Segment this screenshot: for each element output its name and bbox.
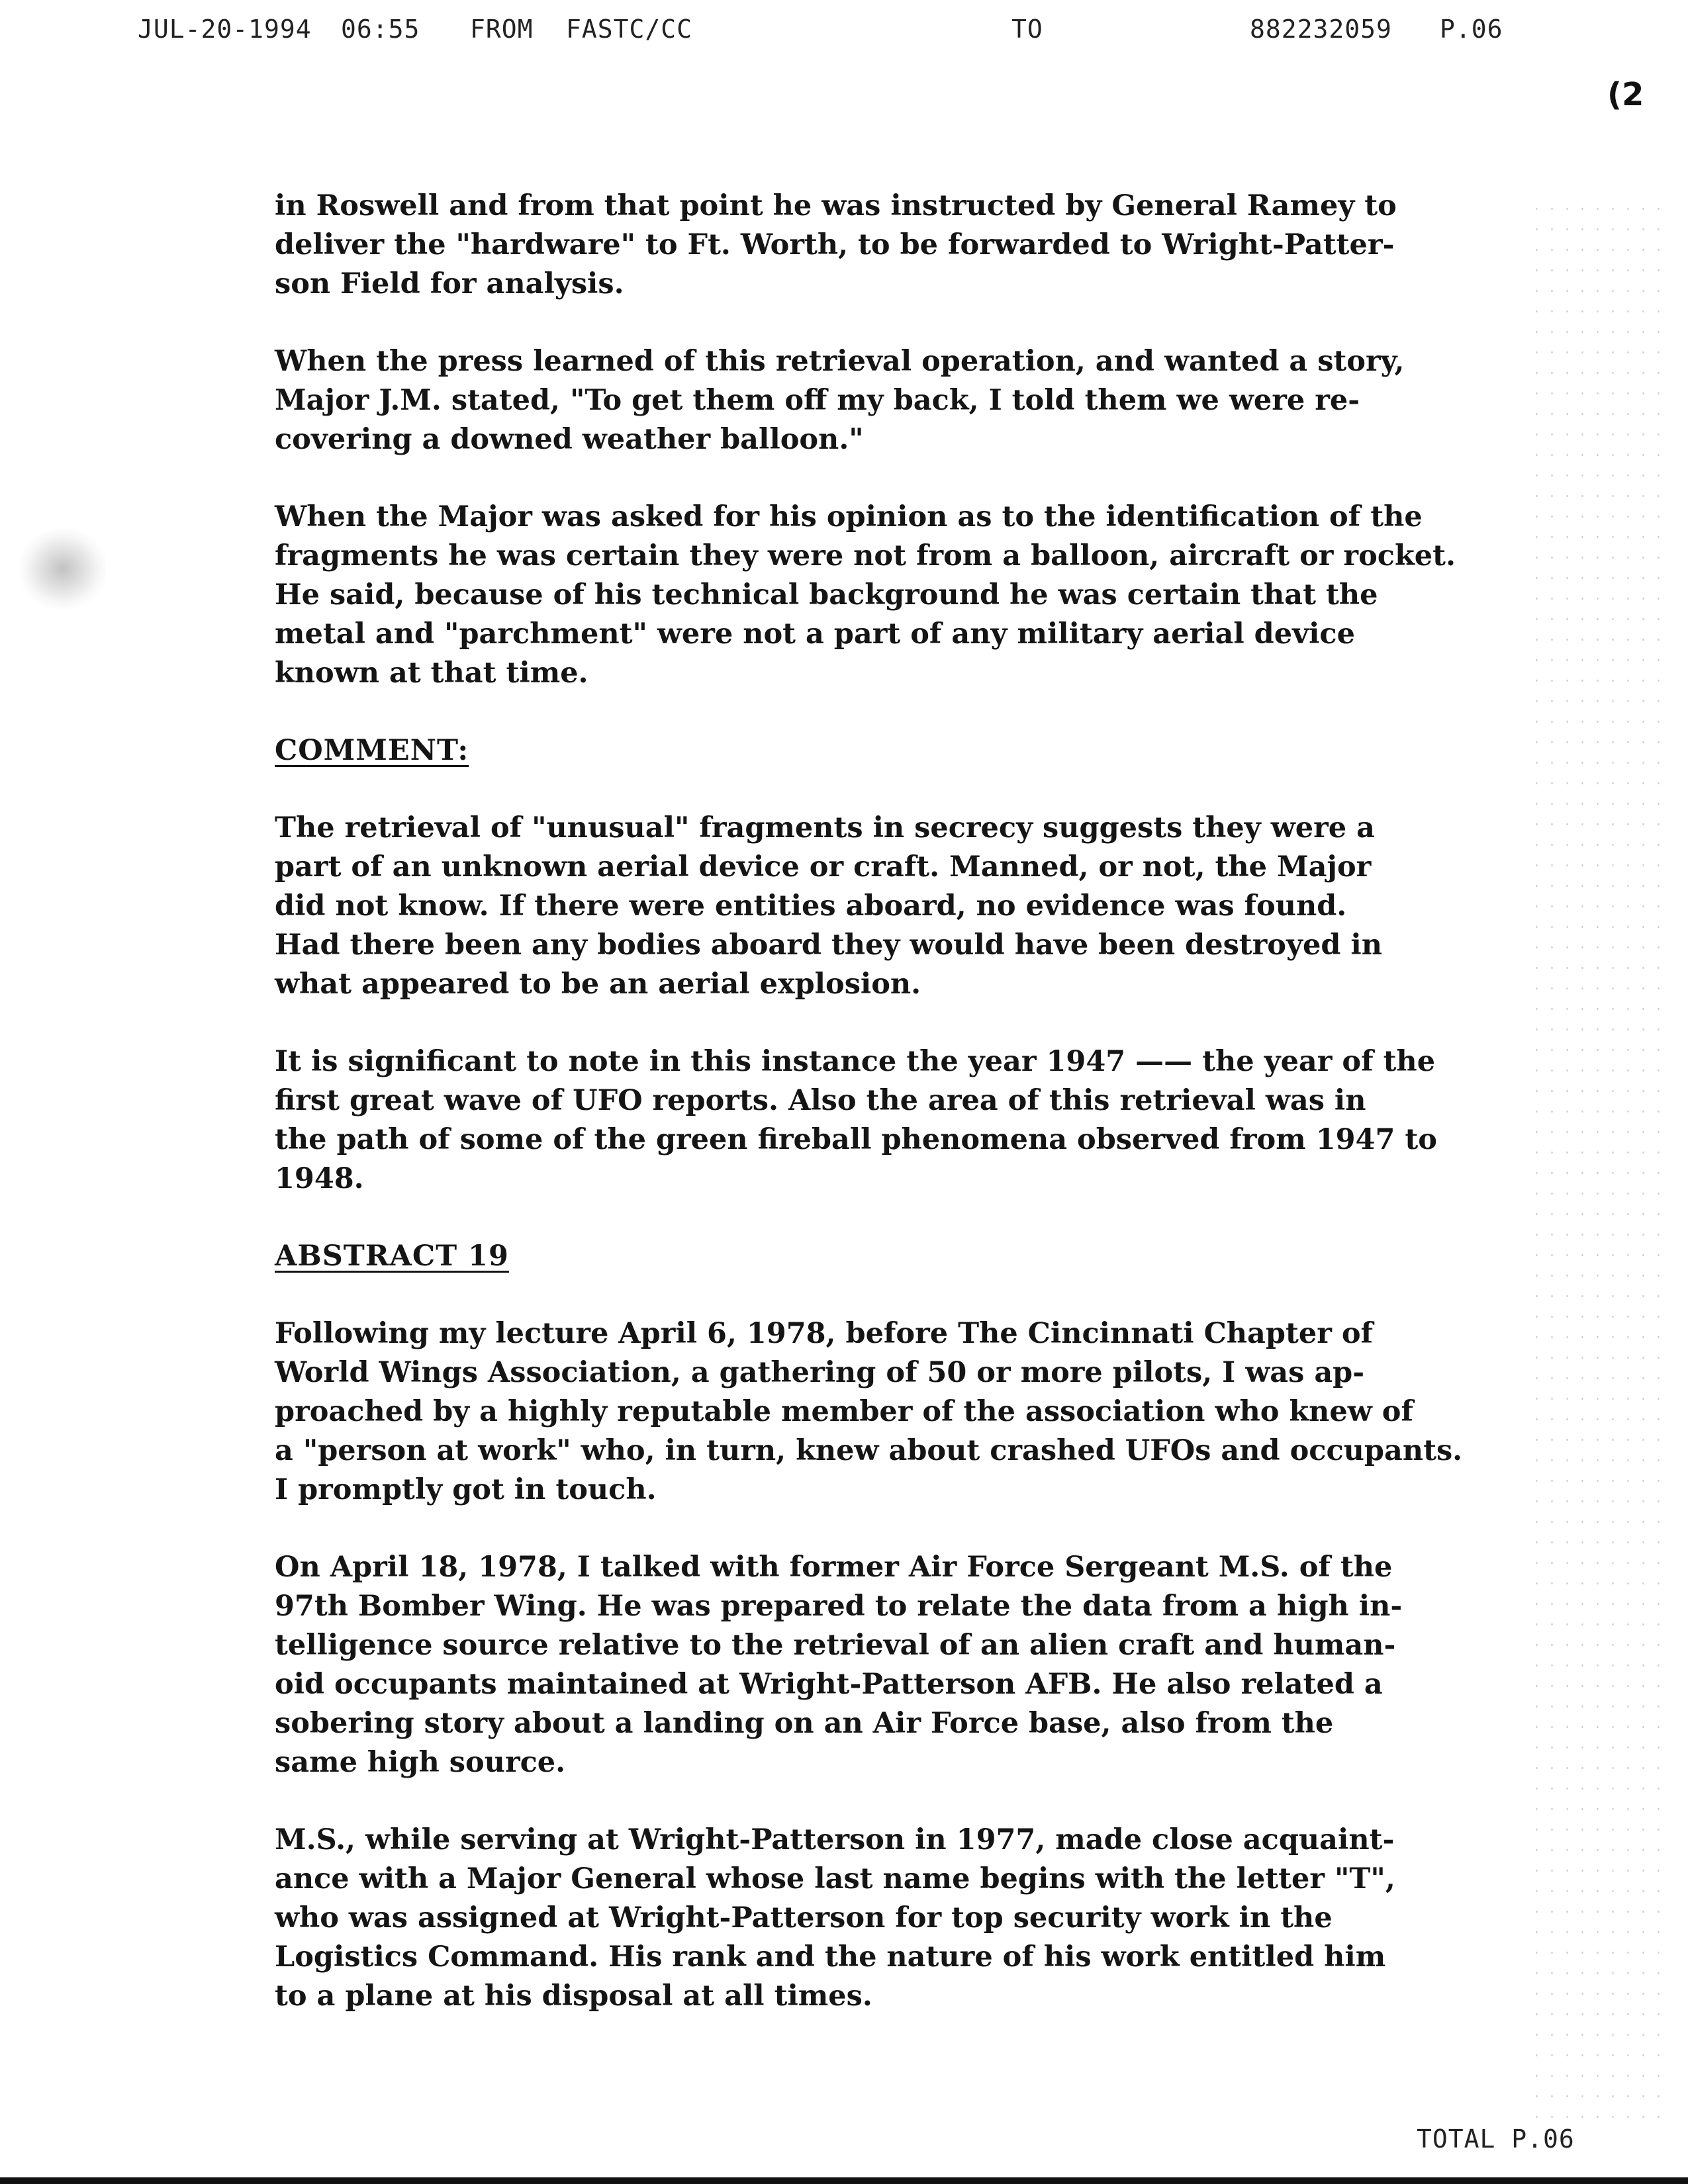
text-line: covering a downed weather balloon." <box>275 423 864 456</box>
paragraph <box>275 1314 1572 1510</box>
paragraph <box>275 342 1572 459</box>
text-line: known at that time. <box>275 657 588 690</box>
text-line: I promptly got in touch. <box>275 1473 657 1506</box>
text-line: ance with a Major General whose last name begins with the letter "T", <box>275 1862 1395 1895</box>
text-line: Following my lecture April 6, 1978, before The Cincinnati Chapter of <box>275 1317 1374 1350</box>
fax-total-pages: TOTAL P.06 <box>1417 2124 1575 2154</box>
text-line: proached by a highly reputable member of the association who knew of <box>275 1395 1413 1428</box>
text-line: to a plane at his disposal at all times. <box>275 1979 872 2013</box>
text-line: who was assigned at Wright-Patterson for top security work in the <box>275 1901 1333 1934</box>
comment-heading: COMMENT: <box>275 734 469 767</box>
fax-date: JUL-20-1994 <box>138 15 312 44</box>
scan-bottom-edge <box>0 2177 1688 2184</box>
fax-page-number: P.06 <box>1440 15 1503 44</box>
paragraph <box>275 1548 1572 1782</box>
text-line: fragments he was certain they were not from a balloon, aircraft or rocket. <box>275 539 1456 572</box>
paragraph <box>275 498 1572 693</box>
page-mark: (2 <box>1607 76 1644 113</box>
text-line: M.S., while serving at Wright-Patterson in 1977, made close acquaint- <box>275 1823 1395 1856</box>
scan-smudge <box>20 529 106 609</box>
text-line: telligence source relative to the retrieval of an alien craft and human- <box>275 1629 1396 1662</box>
text-line: deliver the "hardware" to Ft. Worth, to be forwarded to Wright-Patter- <box>275 228 1395 261</box>
text-line: Had there been any bodies aboard they would have been destroyed in <box>275 929 1382 962</box>
document-body <box>275 187 1572 2054</box>
text-line: a "person at work" who, in turn, knew about crashed UFOs and occupants. <box>275 1434 1463 1467</box>
text-line: When the Major was asked for his opinion as to the identification of the <box>275 500 1423 533</box>
paragraph <box>275 1042 1572 1199</box>
text-line: oid occupants maintained at Wright-Patterson AFB. He also related a <box>275 1668 1383 1701</box>
fax-time: 06:55 <box>341 15 420 44</box>
text-line: When the press learned of this retrieval operation, and wanted a story, <box>275 345 1405 378</box>
text-line: 1948. <box>275 1162 364 1195</box>
text-line: sobering story about a landing on an Air Force base, also from the <box>275 1707 1334 1740</box>
fax-number: 882232059 <box>1250 15 1392 44</box>
text-line: He said, because of his technical background he was certain that the <box>275 578 1378 612</box>
fax-from-value: FASTC/CC <box>566 15 693 44</box>
text-line: It is significant to note in this instance the year 1947 —— the year of the <box>275 1045 1436 1078</box>
text-line: son Field for analysis. <box>275 267 624 300</box>
fax-to-label: TO <box>1011 15 1043 44</box>
text-line: first great wave of UFO reports. Also the area of this retrieval was in <box>275 1084 1366 1117</box>
text-line: what appeared to be an aerial explosion. <box>275 968 921 1001</box>
text-line: World Wings Association, a gathering of 50 or more pilots, I was ap- <box>275 1356 1365 1389</box>
text-line: Logistics Command. His rank and the nature of his work entitled him <box>275 1940 1386 1974</box>
text-line: the path of some of the green fireball phenomena observed from 1947 to <box>275 1123 1437 1156</box>
abstract-heading: ABSTRACT 19 <box>275 1240 509 1273</box>
text-line: metal and "parchment" were not a part of any military aerial device <box>275 617 1355 651</box>
fax-from-label: FROM <box>470 15 534 44</box>
fax-header <box>0 15 1688 54</box>
paragraph <box>275 1821 1572 2016</box>
paragraph <box>275 187 1572 304</box>
text-line: same high source. <box>275 1746 566 1779</box>
text-line: On April 18, 1978, I talked with former Air Force Sergeant M.S. of the <box>275 1551 1393 1584</box>
text-line: Major J.M. stated, "To get them off my back, I told them we were re- <box>275 384 1360 417</box>
paragraph <box>275 809 1572 1004</box>
text-line: 97th Bomber Wing. He was prepared to relate the data from a high in- <box>275 1590 1403 1623</box>
text-line: part of an unknown aerial device or craft. Manned, or not, the Major <box>275 850 1372 884</box>
text-line: in Roswell and from that point he was instructed by General Ramey to <box>275 189 1397 222</box>
text-line: did not know. If there were entities aboard, no evidence was found. <box>275 889 1347 923</box>
text-line: The retrieval of "unusual" fragments in secrecy suggests they were a <box>275 811 1375 844</box>
